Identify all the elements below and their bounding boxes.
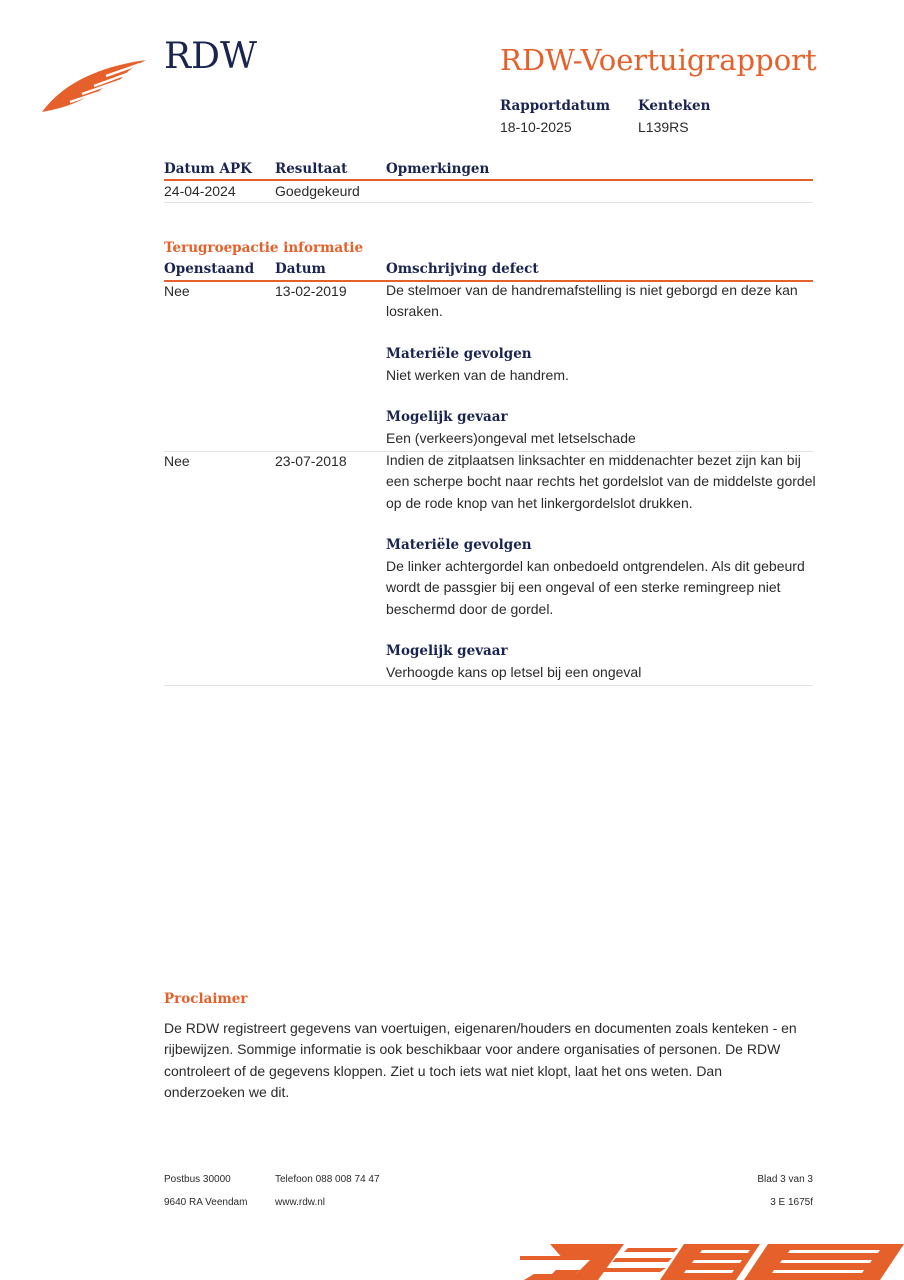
apk-date: 24-04-2024 bbox=[164, 183, 236, 199]
recall-date: 13-02-2019 bbox=[275, 283, 347, 299]
report-date-value: 18-10-2025 bbox=[500, 119, 572, 135]
plate-label: Kenteken bbox=[638, 98, 711, 114]
footer-city: 9640 RA Veendam bbox=[164, 1197, 248, 1208]
consequences-label: Materiële gevolgen bbox=[386, 345, 532, 362]
rdw-logo-icon bbox=[42, 58, 148, 114]
page-title: RDW-Voertuigrapport bbox=[500, 43, 817, 77]
danger-text: Verhoogde kans op letsel bij een ongeval bbox=[386, 664, 642, 681]
danger-label: Mogelijk gevaar bbox=[386, 409, 508, 426]
apk-row-divider bbox=[164, 202, 813, 203]
recall-col-date: Datum bbox=[275, 261, 326, 277]
recall-open: Nee bbox=[164, 283, 190, 299]
recall-row-divider bbox=[164, 685, 813, 686]
recall-section-title: Terugroepactie informatie bbox=[164, 240, 364, 256]
apk-col-result: Resultaat bbox=[275, 161, 348, 177]
apk-col-date: Datum APK bbox=[164, 161, 252, 177]
danger-label: Mogelijk gevaar bbox=[386, 643, 508, 660]
recall-date: 23-07-2018 bbox=[275, 453, 347, 469]
footer-postbus: Postbus 30000 bbox=[164, 1174, 231, 1185]
recall-defect bbox=[386, 280, 816, 450]
plate-value: L139RS bbox=[638, 119, 689, 135]
recall-col-description: Omschrijving defect bbox=[386, 261, 539, 277]
proclaimer-text: De RDW registreert gegevens van voertuigen, eigenaren/houders en documenten zoals kenteken - en rijbewijzen. Sommige informatie is ook beschikbaar voor andere organisaties of personen. De RDW controleert of de gegevens kloppen. Ziet u toch iets wat niet klopt, laat het ons weten. Dan onderzoeken we dit. bbox=[164, 1020, 797, 1100]
footer-code: 3 E 1675f bbox=[770, 1197, 813, 1208]
danger-text: Een (verkeers)ongeval met letselschade bbox=[386, 430, 636, 447]
proclaimer-title: Proclaimer bbox=[164, 991, 248, 1007]
footer-stripes-graphic bbox=[520, 1244, 904, 1280]
footer-phone: Telefoon 088 008 74 47 bbox=[275, 1174, 380, 1185]
defect-description: Indien de zitplaatsen linksachter en middenachter bezet zijn kan bij een scherpe bocht naar rechts het gordelslot van de middelste gordel op de rode knop van het linkergordelslot drukken. bbox=[386, 452, 816, 511]
apk-header-rule bbox=[164, 179, 813, 181]
consequences-text: Niet werken van de handrem. bbox=[386, 366, 569, 383]
logo-text: RDW bbox=[164, 36, 257, 77]
footer-page-number: Blad 3 van 3 bbox=[757, 1174, 813, 1185]
apk-col-remarks: Opmerkingen bbox=[386, 161, 490, 177]
apk-result: Goedgekeurd bbox=[275, 183, 360, 199]
recall-col-open: Openstaand bbox=[164, 261, 255, 277]
report-date-label: Rapportdatum bbox=[500, 98, 611, 114]
footer-website-link[interactable]: www.rdw.nl bbox=[275, 1197, 326, 1208]
defect-description: De stelmoer van de handremafstelling is niet geborgd en deze kan losraken. bbox=[386, 282, 798, 320]
recall-open: Nee bbox=[164, 453, 190, 469]
consequences-label: Materiële gevolgen bbox=[386, 536, 532, 553]
recall-defect bbox=[386, 450, 816, 684]
consequences-text: De linker achtergordel kan onbedoeld ontgrendelen. Als dit gebeurd wordt de passgier bij een ongeval of een sterke remingreep niet beschermd door de gordel. bbox=[386, 558, 805, 617]
